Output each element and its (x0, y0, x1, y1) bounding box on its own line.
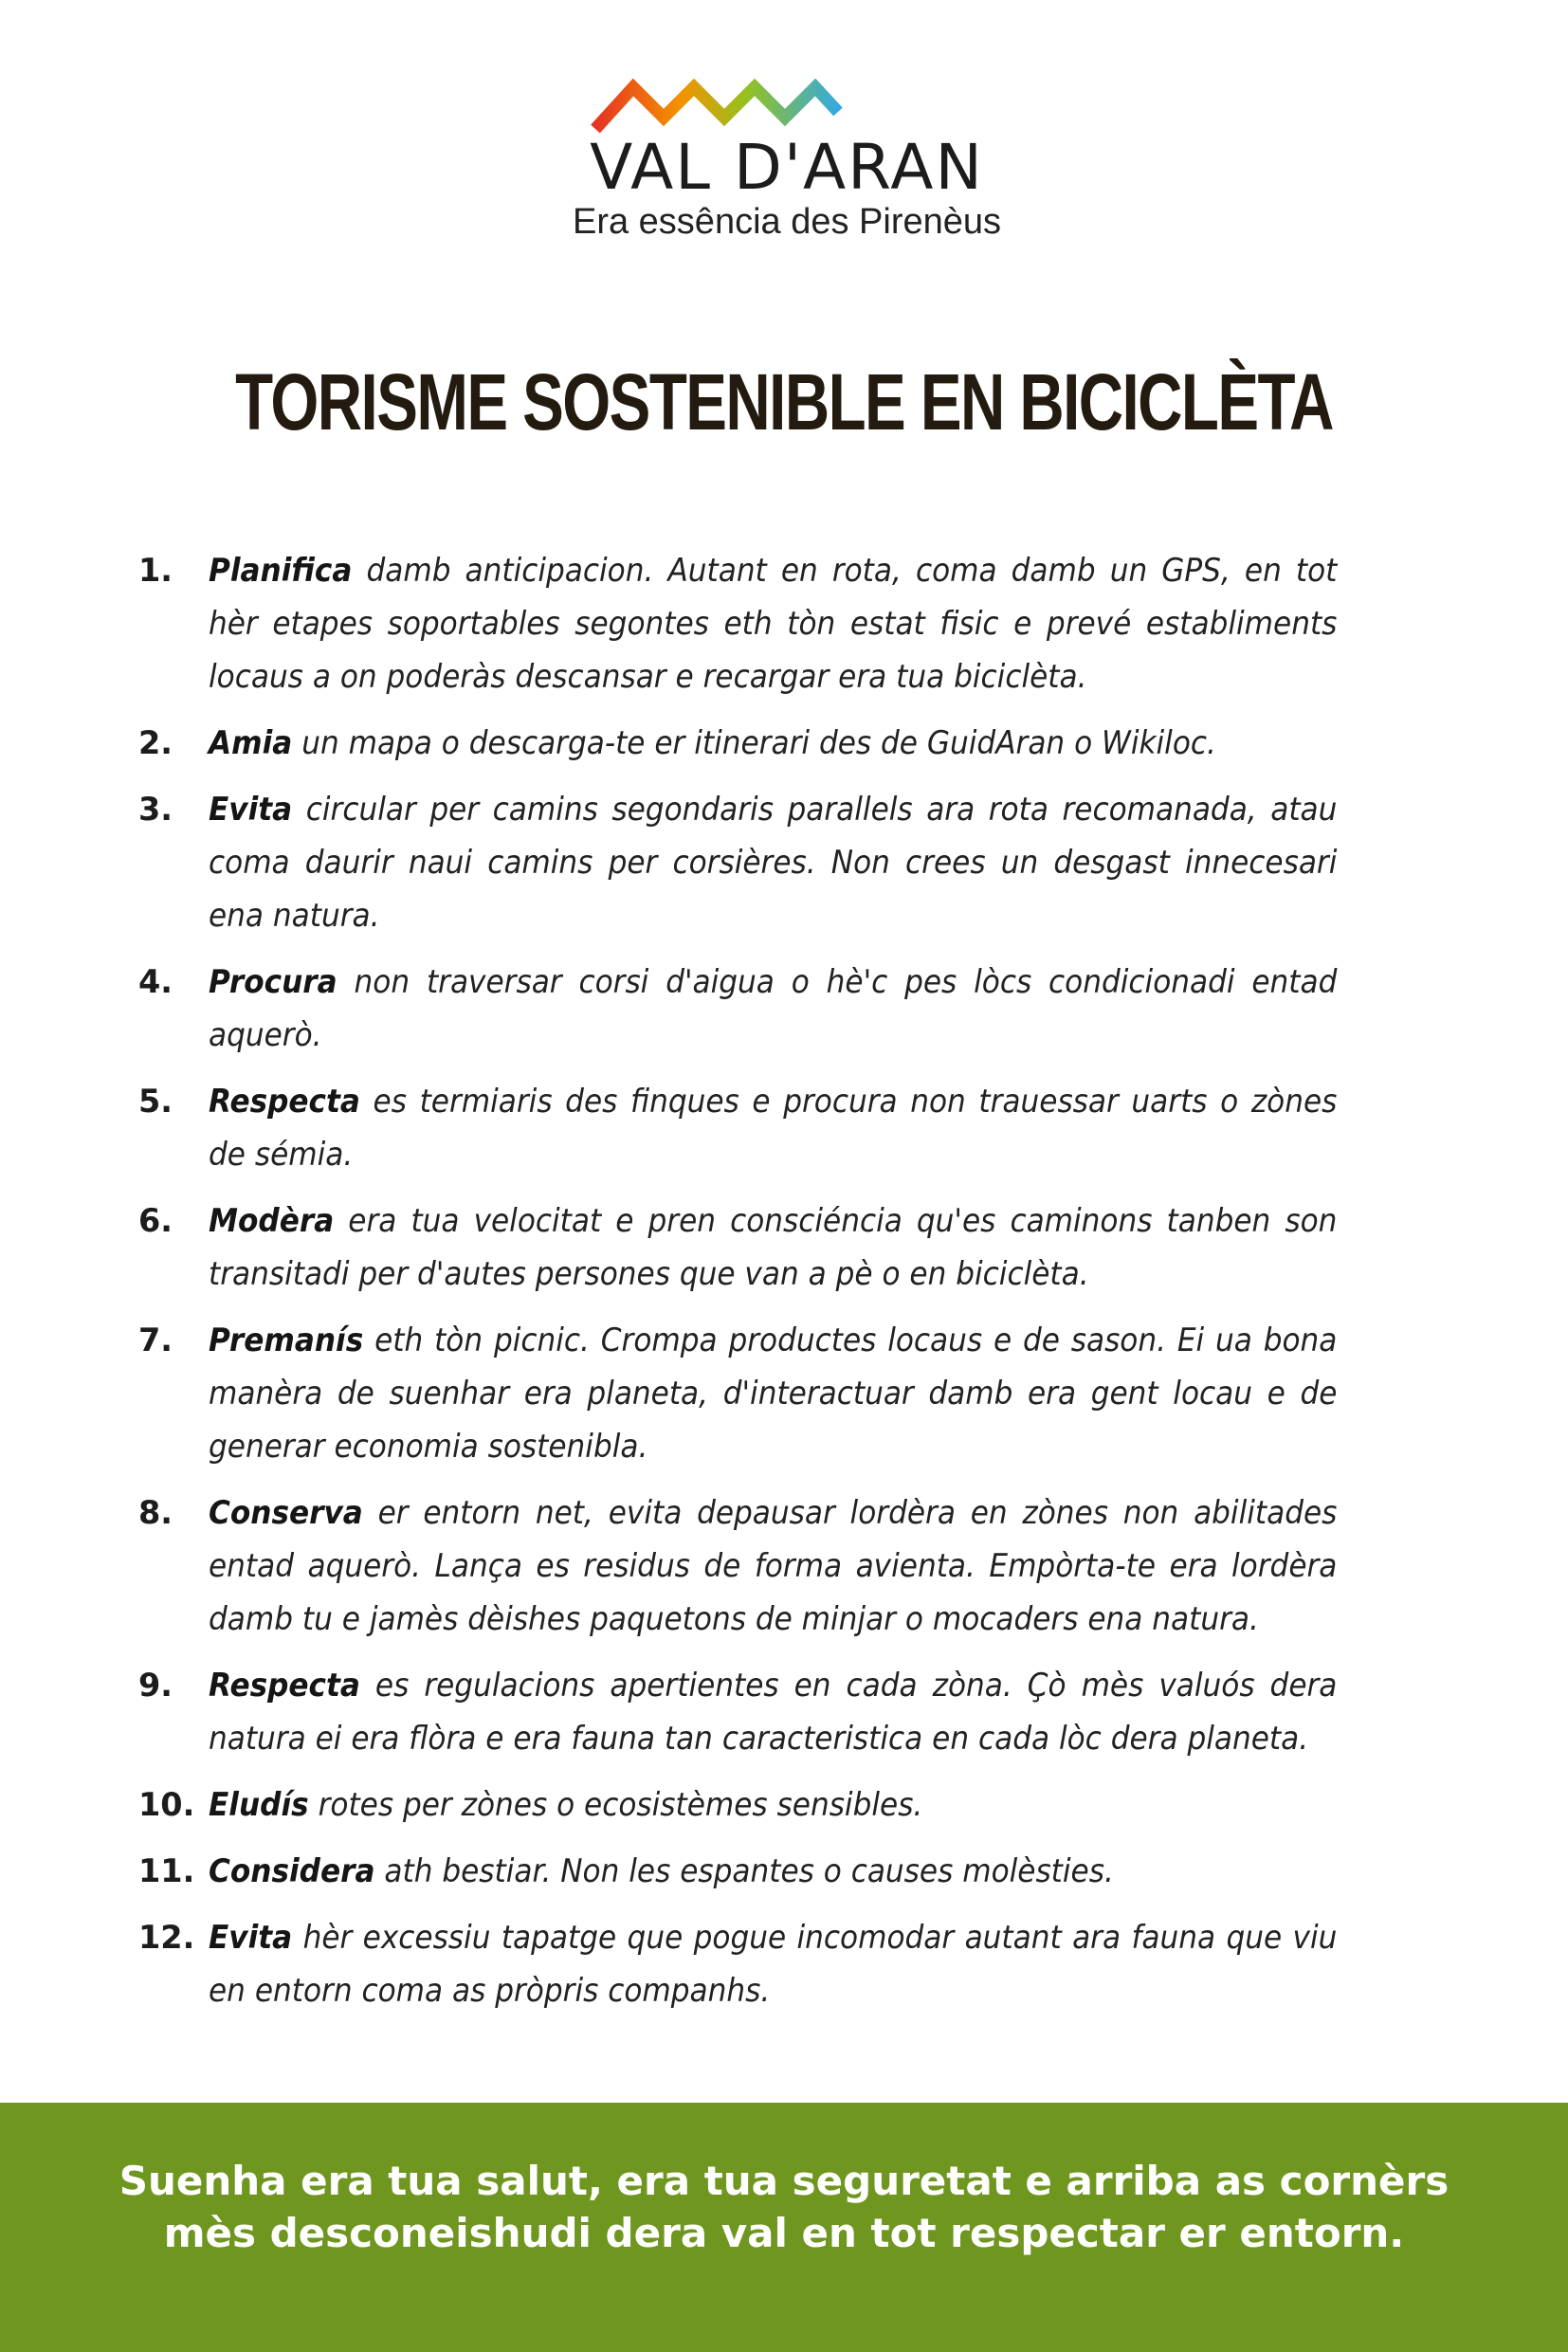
rule-text (209, 1911, 1337, 2017)
list-item (138, 783, 1422, 942)
rule-keyword: Evita (209, 791, 293, 828)
rule-description: es termiaris des finques e procura non trauessar uarts o zònes de sémia. (209, 1083, 1338, 1173)
footer-line-2: mès desconeishudi dera val en tot respectar er entorn. (163, 2210, 1405, 2256)
rule-number: 4. (138, 963, 173, 1000)
rule-number: 8. (138, 1494, 173, 1531)
rule-keyword: Conserva (209, 1494, 363, 1531)
rule-description: non traversar corsi d'aigua o hè'c pes lòcs condicionadi entad aquerò. (209, 963, 1338, 1053)
rule-description: hèr excessiu tapatge que pogue incomodar autant ara fauna que viu en entorn coma as pròpris companhs. (209, 1919, 1338, 2009)
val-daran-logo (569, 74, 1005, 245)
rule-text (209, 717, 1337, 770)
rule-keyword: Respecta (209, 1667, 360, 1704)
rule-text (209, 544, 1337, 703)
rule-number: 1. (138, 552, 173, 589)
rule-text (209, 956, 1337, 1062)
footer-banner (0, 2103, 1568, 2352)
rule-description: circular per camins segondaris parallels ara rota recomanada, atau coma daurir naui camins per corsières. Non crees un desgast innecesari ena natura. (209, 791, 1338, 934)
rule-number: 2. (138, 724, 173, 761)
list-item (138, 1778, 1422, 1832)
list-item (138, 544, 1422, 703)
rule-text (209, 1486, 1337, 1646)
footer-message (0, 2155, 1568, 2259)
rule-description: era tua velocitat e pren consciéncia qu'es caminons tanben son transitadi per d'autes persones que van a pè o en biciclèta. (209, 1202, 1338, 1292)
logo-tagline: Era essência des Pirenèus (572, 202, 1002, 242)
list-item (138, 717, 1422, 770)
rule-text (209, 1075, 1337, 1181)
rule-number: 6. (138, 1202, 173, 1239)
rule-number: 12. (138, 1919, 195, 1956)
rule-text (209, 1659, 1337, 1765)
footer-line-1: Suenha era tua salut, era tua seguretat e arriba as cornèrs (119, 2158, 1449, 2204)
rule-text (209, 1845, 1337, 1898)
rule-description: eth tòn picnic. Crompa productes locaus e de sason. Ei ua bona manèra de suenhar era planeta, d'interactuar damb era gent locau e de generar economia sostenibla. (209, 1322, 1338, 1465)
rule-number: 11. (138, 1852, 195, 1889)
list-item (138, 1075, 1422, 1181)
rule-keyword: Planifica (209, 552, 353, 589)
rule-description: un mapa o descarga-te er itinerari des de GuidAran o Wikiloc. (292, 724, 1216, 761)
rule-description: damb anticipacion. Autant en rota, coma damb un GPS, en tot hèr etapes soportables segontes eth tòn estat fisic e prevé establiments locaus a on poderàs descansar e recargar era tua biciclèta. (209, 552, 1338, 695)
rule-text (209, 783, 1337, 942)
rule-keyword: Evita (209, 1919, 293, 1956)
rule-keyword: Considera (209, 1852, 375, 1889)
rule-description: rotes per zònes o ecosistèmes sensibles. (308, 1786, 923, 1823)
list-item (138, 1911, 1422, 2017)
rule-text (209, 1314, 1337, 1473)
rule-description: er entorn net, evita depausar lordèra en zònes non abilitades entad aquerò. Lança es residus de forma avienta. Empòrta-te era lordèra damb tu e jamès dèishes paquetons de minjar o mocaders ena natura. (209, 1494, 1338, 1637)
rule-keyword: Premanís (209, 1322, 364, 1358)
rule-description: ath bestiar. Non les espantes o causes molèsties. (374, 1852, 1114, 1889)
page-title: TORISME SOSTENIBLE EN BICICLÈTA (235, 357, 1333, 447)
list-item (138, 1845, 1422, 1898)
list-item (138, 1659, 1422, 1765)
rule-keyword: Amia (209, 724, 293, 761)
rule-keyword: Modèra (209, 1202, 335, 1239)
list-item (138, 1194, 1422, 1301)
list-item (138, 956, 1422, 1062)
rule-number: 9. (138, 1667, 173, 1704)
mountains-logo-icon (588, 74, 844, 138)
rule-number: 5. (138, 1083, 173, 1120)
rule-number: 10. (138, 1786, 195, 1823)
rule-keyword: Procura (209, 963, 337, 1000)
rule-description: es regulacions apertientes en cada zòna. Çò mès valuós dera natura ei era flòra e era fauna tan caracteristica en cada lòc dera planeta. (209, 1667, 1338, 1757)
rules-list (138, 544, 1422, 2031)
rule-keyword: Eludís (209, 1786, 309, 1823)
rule-text (209, 1194, 1337, 1301)
rule-number: 3. (138, 791, 173, 828)
rule-keyword: Respecta (209, 1083, 360, 1120)
logo-name: VAL D'ARAN (590, 131, 984, 204)
list-item (138, 1314, 1422, 1473)
rule-text (209, 1778, 1337, 1832)
rule-number: 7. (138, 1322, 173, 1358)
list-item (138, 1486, 1422, 1646)
